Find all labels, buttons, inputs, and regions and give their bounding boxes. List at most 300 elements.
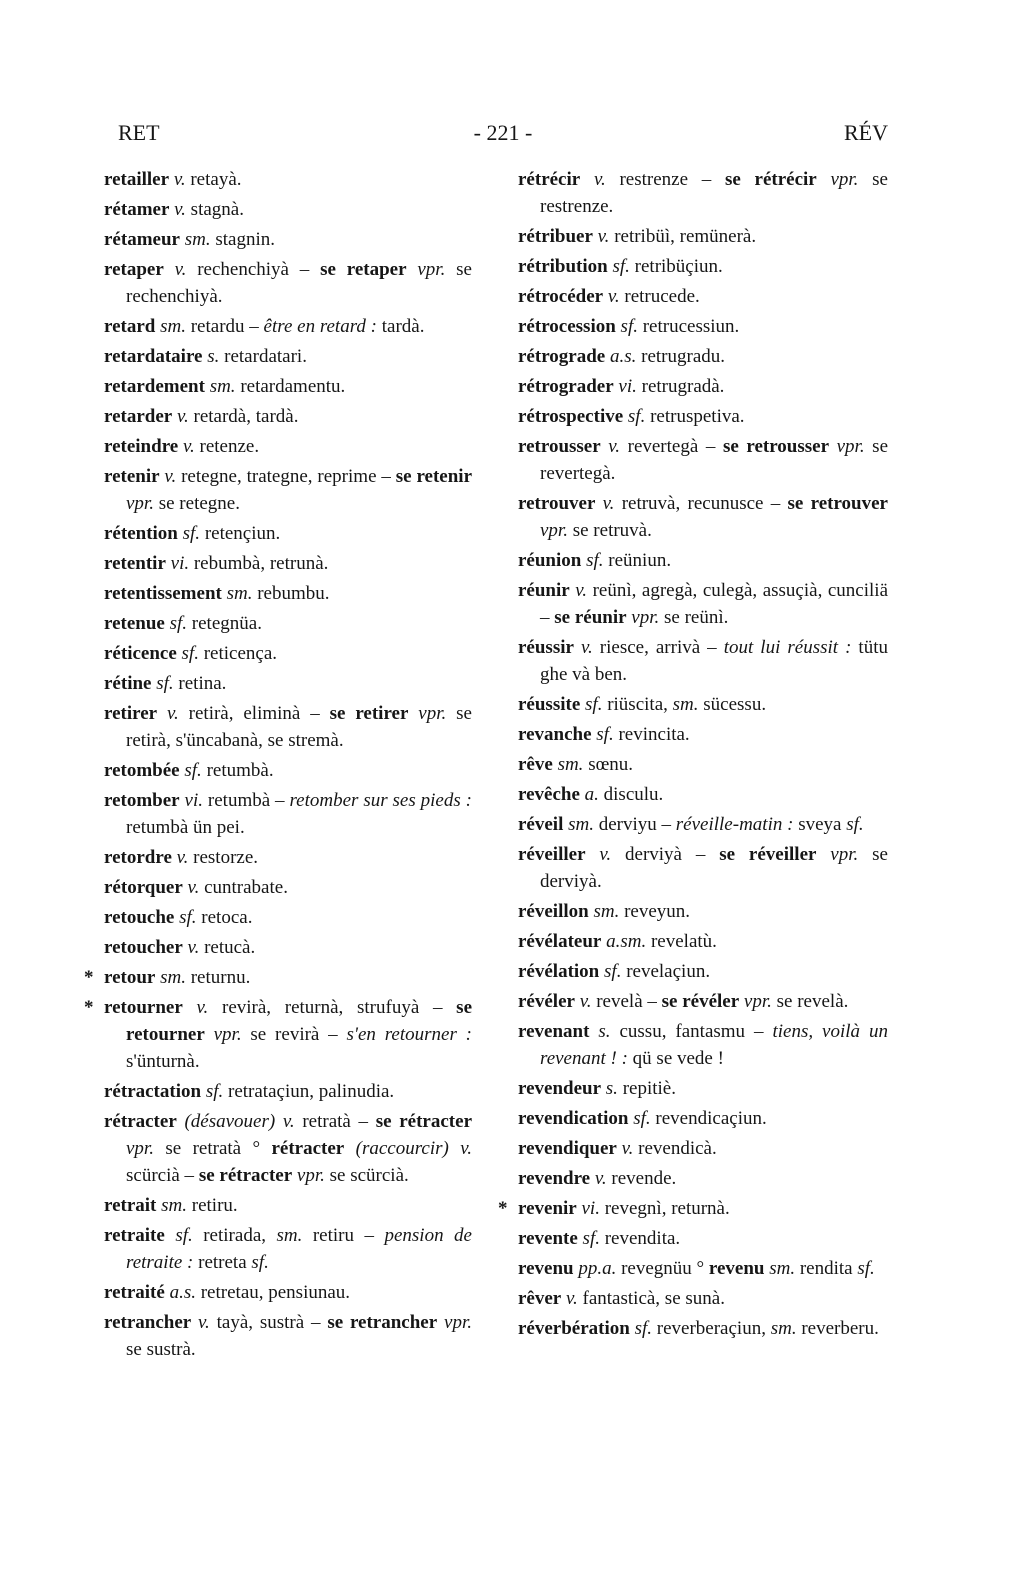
headword: rétracter [271, 1138, 345, 1159]
grammar-abbreviation: sf. [251, 1252, 269, 1273]
headword: retraité [104, 1282, 165, 1303]
dictionary-entry [104, 313, 472, 340]
dictionary-entry [518, 841, 888, 895]
headword: réticence [104, 643, 177, 664]
headword: retombée [104, 760, 180, 781]
translation: sveya [793, 814, 847, 835]
translation: reünì, agregà, culegà, assuçià, cunciliä – [540, 580, 889, 628]
headword: rêver [518, 1288, 562, 1309]
phrase-headword: se retrouver [787, 493, 888, 514]
dictionary-entry [104, 196, 472, 223]
dictionary-entry [518, 928, 888, 955]
headword: réunir [518, 580, 570, 601]
translation: cussu, fantasmu – [610, 1021, 773, 1042]
translation: retrugradu. [636, 346, 726, 367]
grammar-abbreviation: sf. [846, 814, 864, 835]
italic-phrase: pension de retraite : [126, 1225, 472, 1273]
headword: rétamer [104, 199, 170, 220]
translation: retrataçiun, palinudia. [223, 1081, 395, 1102]
translation: se restrenze. [540, 169, 888, 217]
translation: tütu ghe và ben. [540, 637, 888, 685]
grammar-abbreviation: vpr. [626, 607, 660, 628]
dictionary-entry [84, 994, 472, 1075]
translation: retrucessiun. [637, 316, 740, 337]
grammar-abbreviation: sm. [588, 901, 620, 922]
grammar-abbreviation: v. [275, 1111, 295, 1132]
translation: disculu. [598, 784, 664, 805]
headword: retenue [104, 613, 165, 634]
header-right-guideword: RÉV [844, 120, 888, 145]
right-column [498, 166, 889, 1345]
headword: réveillon [518, 901, 589, 922]
dictionary-entry [518, 1075, 888, 1102]
dictionary-entry [518, 1135, 888, 1162]
grammar-abbreviation: v. [595, 493, 615, 514]
headword: revendiquer [518, 1138, 617, 1159]
translation: revendita. [599, 1228, 681, 1249]
grammar-abbreviation: vpr. [829, 436, 865, 457]
headword: rêve [518, 754, 553, 775]
dictionary-entry [104, 1108, 472, 1189]
headword: réveiller [518, 844, 586, 865]
dictionary-entry [518, 721, 888, 748]
translation: reticença. [198, 643, 278, 664]
grammar-abbreviation: sf. [599, 961, 622, 982]
grammar-abbreviation: vpr. [204, 1024, 242, 1045]
left-column [84, 166, 473, 1366]
translation: rebumbà, retrunà. [189, 553, 329, 574]
dictionary-entry [518, 577, 888, 631]
dictionary-entry [104, 580, 472, 607]
headword: revenu [518, 1258, 574, 1279]
translation: retratà – [294, 1111, 376, 1132]
grammar-abbreviation: sm. [276, 1225, 303, 1246]
grammar-abbreviation: sf. [179, 760, 202, 781]
dictionary-entry [104, 874, 472, 901]
grammar-abbreviation: vpr. [126, 1138, 154, 1159]
headword: révéler [518, 991, 575, 1012]
grammar-abbreviation: sf. [580, 694, 603, 715]
dictionary-entry [104, 343, 472, 370]
grammar-abbreviation: sf. [176, 643, 199, 664]
grammar-abbreviation: pp.a. [573, 1258, 617, 1279]
grammar-abbreviation: v. [616, 1138, 634, 1159]
grammar-abbreviation: sm. [155, 967, 186, 988]
grammar-abbreviation: v. [172, 406, 189, 427]
grammar-abbreviation: sm. [552, 754, 584, 775]
headword: rétrocéder [518, 286, 604, 307]
headword: revenu [708, 1258, 765, 1279]
headword: retoucher [104, 937, 183, 958]
headword: révélation [518, 961, 600, 982]
translation: se revirà – [241, 1024, 347, 1045]
translation: derviyu – [593, 814, 676, 835]
dictionary-entry [518, 1285, 888, 1312]
grammar-abbreviation: vpr. [406, 259, 446, 280]
translation: sœnu. [583, 754, 634, 775]
grammar-abbreviation: v. [182, 997, 209, 1018]
dictionary-entry [518, 547, 888, 574]
grammar-abbreviation: a.s. [605, 346, 637, 367]
grammar-abbreviation: sm. [155, 316, 186, 337]
translation: revelaçiun. [621, 961, 711, 982]
grammar-abbreviation: sm. [770, 1318, 797, 1339]
translation: fantasticà, se sunà. [577, 1288, 725, 1309]
headword: rétention [104, 523, 178, 544]
grammar-abbreviation: vi. [165, 553, 190, 574]
grammar-abbreviation: v. [169, 169, 186, 190]
translation: sücessu. [698, 694, 767, 715]
grammar-abbreviation: v. [191, 1312, 210, 1333]
headword: réunion [518, 550, 582, 571]
dictionary-entry [518, 1105, 888, 1132]
italic-phrase: être en retard : [263, 316, 377, 337]
dictionary-entry [518, 898, 888, 925]
dictionary-entry [104, 610, 472, 637]
dictionary-entry [518, 958, 888, 985]
phrase-headword: se rétrécir [724, 169, 817, 190]
phrase-headword: se réunir [554, 607, 627, 628]
dictionary-entry [104, 1222, 472, 1276]
dictionary-entry [518, 490, 888, 544]
grammar-abbreviation: sf. [607, 256, 630, 277]
grammar-abbreviation: v. [592, 226, 610, 247]
translation: reveyun. [619, 901, 691, 922]
translation: reüniun. [603, 550, 672, 571]
dictionary-entry [104, 520, 472, 547]
translation: retrugradà. [636, 376, 725, 397]
translation: tayà, sustrà – [209, 1312, 328, 1333]
grammar-abbreviation: v. [574, 991, 592, 1012]
translation: rendita [795, 1258, 858, 1279]
dictionary-entry [518, 781, 888, 808]
translation: derviyà – [611, 844, 720, 865]
dictionary-entry [104, 670, 472, 697]
italic-phrase: (désavouer) [176, 1111, 276, 1132]
headword: retarder [104, 406, 173, 427]
dictionary-entry [104, 757, 472, 784]
dictionary-entry [518, 433, 888, 487]
dictionary-entry [498, 1195, 888, 1222]
grammar-abbreviation: sf. [201, 1081, 224, 1102]
translation: retucà. [199, 937, 256, 958]
grammar-abbreviation: v. [600, 436, 621, 457]
italic-phrase: tiens, voilà un revenant ! : [540, 1021, 888, 1069]
grammar-abbreviation: sm. [672, 694, 699, 715]
dictionary-entry [104, 934, 472, 961]
dictionary-entry [104, 166, 472, 193]
headword: revendre [518, 1168, 591, 1189]
grammar-abbreviation: sf. [581, 550, 604, 571]
translation: retenze. [194, 436, 260, 457]
headword: réussite [518, 694, 581, 715]
phrase-headword: se révéler [661, 991, 740, 1012]
dictionary-entry [518, 283, 888, 310]
translation: se scürcià. [324, 1165, 409, 1186]
dictionary-entry [104, 1309, 472, 1363]
translation: retegne, trategne, reprime – [176, 466, 396, 487]
headword: retouche [104, 907, 175, 928]
asterisk-marker: * [84, 967, 94, 988]
dictionary-entry [518, 253, 888, 280]
headword: réveil [518, 814, 564, 835]
headword: retirer [104, 703, 158, 724]
translation: tardà. [376, 316, 425, 337]
headword: retrancher [104, 1312, 192, 1333]
translation: retardu – [185, 316, 264, 337]
headword: rétrospective [518, 406, 624, 427]
headword: reteindre [104, 436, 179, 457]
translation: reverberaçiun, [652, 1318, 771, 1339]
translation: se retirà, s'üncabanà, se stremà. [126, 703, 472, 751]
grammar-abbreviation: vpr. [408, 703, 447, 724]
dictionary-entry [104, 1078, 472, 1105]
dictionary-entry [104, 373, 472, 400]
grammar-abbreviation: s. [589, 1021, 611, 1042]
grammar-abbreviation: sm. [204, 376, 236, 397]
translation: revendicà. [633, 1138, 717, 1159]
grammar-abbreviation: sf. [151, 673, 174, 694]
headword: révélateur [518, 931, 602, 952]
headword: rétribuer [518, 226, 593, 247]
grammar-abbreviation: sf. [628, 1108, 651, 1129]
translation: retumbà ün pei. [126, 817, 245, 838]
translation: retardà, tardà. [188, 406, 299, 427]
grammar-abbreviation: sm. [764, 1258, 796, 1279]
headword: rétine [104, 673, 152, 694]
translation: se retruvà. [567, 520, 652, 541]
dictionary-entry [518, 343, 888, 370]
headword: revendeur [518, 1078, 602, 1099]
headword: rétrograde [518, 346, 606, 367]
dictionary-entry [104, 1192, 472, 1219]
grammar-abbreviation: vpr. [292, 1165, 325, 1186]
grammar-abbreviation: vi. [576, 1198, 600, 1219]
grammar-abbreviation: a. [579, 784, 599, 805]
dictionary-entry [104, 844, 472, 871]
translation: retribüì, remünerà. [609, 226, 757, 247]
dictionary-entry [518, 691, 888, 718]
dictionary-entry [104, 226, 472, 253]
page-header [118, 120, 888, 150]
translation: scürcià – [126, 1165, 199, 1186]
translation: repitiè. [617, 1078, 676, 1099]
translation: riüscita, [602, 694, 673, 715]
dictionary-entry [104, 787, 472, 841]
grammar-abbreviation: sf. [623, 406, 646, 427]
dictionary-entry [518, 313, 888, 340]
grammar-abbreviation: sf. [164, 613, 188, 634]
translation: retumbà – [203, 790, 290, 811]
grammar-abbreviation: v. [561, 1288, 578, 1309]
headword: rétribution [518, 256, 608, 277]
translation: retruvà, recunusce – [614, 493, 788, 514]
headword: revenir [518, 1198, 577, 1219]
phrase-headword: se retrousser [722, 436, 830, 457]
phrase-headword: se retaper [320, 259, 407, 280]
translation: retardatari. [219, 346, 307, 367]
translation: retirà, eliminà – [178, 703, 330, 724]
grammar-abbreviation: sm. [221, 583, 253, 604]
headword: retenir [104, 466, 160, 487]
dictionary-entry [518, 373, 888, 400]
grammar-abbreviation: vi. [179, 790, 203, 811]
dictionary-entry [518, 1018, 888, 1072]
translation: revelà – [591, 991, 662, 1012]
translation: riesce, arrivà – [592, 637, 724, 658]
translation: rebumbu. [252, 583, 330, 604]
translation: revegnì, returnà. [599, 1198, 730, 1219]
italic-phrase: s'en retourner : [346, 1024, 472, 1045]
grammar-abbreviation: v. [569, 580, 588, 601]
headword: retardataire [104, 346, 203, 367]
asterisk-marker: * [498, 1198, 508, 1219]
grammar-abbreviation: v. [590, 1168, 607, 1189]
dictionary-entry [518, 811, 888, 838]
grammar-abbreviation: v. [169, 199, 186, 220]
translation: revegnüu ° [616, 1258, 709, 1279]
translation: revincita. [613, 724, 690, 745]
grammar-abbreviation: v. [603, 286, 620, 307]
headword: réussir [518, 637, 574, 658]
grammar-abbreviation: sf. [174, 907, 197, 928]
translation: restrenze – [605, 169, 725, 190]
dictionary-entry [518, 751, 888, 778]
translation: se sustrà. [126, 1339, 196, 1360]
dictionary-entry [104, 1279, 472, 1306]
grammar-abbreviation: s. [601, 1078, 618, 1099]
headword: retailler [104, 169, 170, 190]
translation: se retegne. [153, 493, 240, 514]
headword: retrouver [518, 493, 596, 514]
dictionary-entry [518, 988, 888, 1015]
translation: returnu. [185, 967, 251, 988]
translation: retreta [193, 1252, 252, 1273]
phrase-headword: se rétracter [198, 1165, 293, 1186]
phrase-headword: se retrancher [327, 1312, 438, 1333]
phrase-headword: se réveiller [719, 844, 817, 865]
headword: retordre [104, 847, 172, 868]
translation: retruspetiva. [645, 406, 745, 427]
grammar-abbreviation: vpr. [126, 493, 154, 514]
translation: retina. [173, 673, 227, 694]
translation: retumbà. [201, 760, 274, 781]
grammar-abbreviation: sf. [857, 1258, 875, 1279]
headword: rétameur [104, 229, 180, 250]
page-number: - 221 - [473, 120, 533, 145]
translation: cuntrabate. [199, 877, 288, 898]
translation: retretau, pensiunau. [195, 1282, 351, 1303]
translation: se derviyà. [540, 844, 888, 892]
headword: retourner [104, 997, 183, 1018]
translation: retiru. [187, 1195, 238, 1216]
phrase-headword: se retirer [329, 703, 409, 724]
translation: retayà. [185, 169, 242, 190]
headword: retomber [104, 790, 180, 811]
translation: revelatù. [646, 931, 717, 952]
headword: retardement [104, 376, 205, 397]
italic-phrase: réveille-matin : [675, 814, 794, 835]
grammar-abbreviation: vpr. [816, 844, 859, 865]
headword: rétrograder [518, 376, 614, 397]
translation: se retratà ° [153, 1138, 272, 1159]
translation: revendicaçiun. [650, 1108, 767, 1129]
translation: revirà, returnà, strufuyà – [208, 997, 457, 1018]
grammar-abbreviation: vpr. [540, 520, 568, 541]
translation: retardamentu. [235, 376, 346, 397]
italic-phrase: tout lui réussit : [723, 637, 852, 658]
translation: reverberu. [796, 1318, 879, 1339]
dictionary-entry [518, 1165, 888, 1192]
translation: retirada, [192, 1225, 277, 1246]
header-left-guideword: RET [118, 120, 160, 145]
headword: revenant [518, 1021, 590, 1042]
dictionary-entry [518, 1255, 888, 1282]
grammar-abbreviation: v. [157, 703, 179, 724]
grammar-abbreviation: v. [171, 847, 189, 868]
headword: retour [104, 967, 156, 988]
translation: se rechenchiyà. [126, 259, 472, 307]
asterisk-marker: * [84, 997, 94, 1018]
grammar-abbreviation: sf. [577, 1228, 600, 1249]
grammar-abbreviation: v. [163, 259, 187, 280]
dictionary-entry [104, 640, 472, 667]
grammar-abbreviation: v. [573, 637, 593, 658]
headword: revanche [518, 724, 592, 745]
dictionary-entry [84, 964, 472, 991]
dictionary-entry [518, 223, 888, 250]
translation: restorze. [188, 847, 259, 868]
grammar-abbreviation: sf. [615, 316, 638, 337]
grammar-abbreviation: vpr. [437, 1312, 472, 1333]
translation: se reünì. [659, 607, 729, 628]
dictionary-entry [104, 550, 472, 577]
translation: retegnüa. [187, 613, 262, 634]
translation: stagnin. [210, 229, 275, 250]
headword: retaper [104, 259, 164, 280]
headword: rétractation [104, 1081, 202, 1102]
translation: revende. [606, 1168, 677, 1189]
translation: qü se vede ! [627, 1048, 724, 1069]
translation: rechenchiyà – [186, 259, 321, 280]
grammar-abbreviation: s. [202, 346, 220, 367]
translation: stagnà. [185, 199, 244, 220]
italic-phrase: retomber sur ses pieds : [289, 790, 472, 811]
translation: s'ünturnà. [126, 1051, 200, 1072]
grammar-abbreviation: sm. [563, 814, 594, 835]
headword: retentissement [104, 583, 222, 604]
phrase-headword: se retourner [126, 997, 472, 1045]
dictionary-entry [104, 433, 472, 460]
grammar-abbreviation: vpr. [739, 991, 772, 1012]
translation: se revertegà. [540, 436, 889, 484]
phrase-headword: se rétracter [375, 1111, 472, 1132]
grammar-abbreviation: a.sm. [601, 931, 647, 952]
translation: revertegà – [620, 436, 723, 457]
dictionary-entry [104, 256, 472, 310]
grammar-abbreviation: sf. [177, 523, 201, 544]
headword: revêche [518, 784, 580, 805]
translation: retençiun. [200, 523, 281, 544]
headword: rétrocession [518, 316, 616, 337]
grammar-abbreviation: a.s. [164, 1282, 196, 1303]
dictionary-entry [518, 166, 888, 220]
grammar-abbreviation: v. [580, 169, 606, 190]
dictionary-entry [518, 1315, 888, 1342]
headword: revente [518, 1228, 578, 1249]
headword: retrait [104, 1195, 157, 1216]
translation: se revelà. [771, 991, 849, 1012]
